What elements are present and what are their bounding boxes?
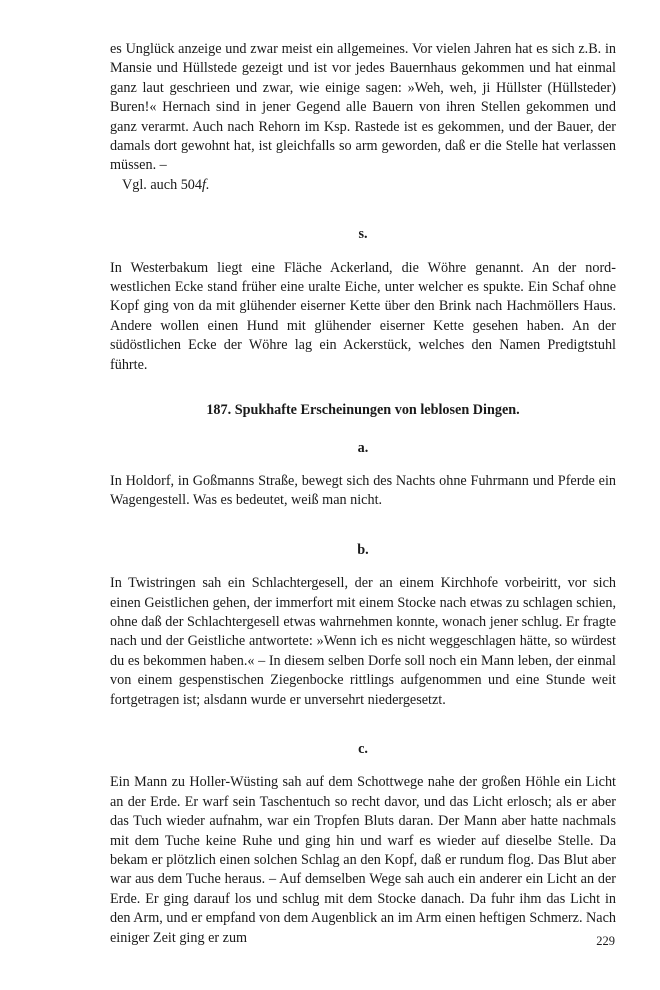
intro-reference-suffix: f. — [202, 176, 210, 193]
section-a-label: a. — [357, 439, 369, 456]
section-b-text: In Twistringen sah ein Schlachtergesell, der an einem Kirchhofe vorbeiritt, vor sich einen Geistlichen gehen, der immerfort mit einem Stocke nach etwas zu schlagen schien, ohne daß der Schlachtergesell etwas wahrnehmen konnte, wonach jener schlug. Er fragte nach und der Geistliche antwortete: »Wenn ich es nicht weggeschlagen hätte, so würdest du es bekommen haben.« – In diesem selben Dorfe soll noch ein Mann leben, der einmal von einem gespenstischen Ziegenbocke rittlings aufgenommen und eine Stunde weit fortgetragen ist; alsdann wurde er unversehrt niedergesetzt. — [110, 575, 616, 708]
section-b-label: b. — [357, 541, 369, 558]
page-body — [110, 40, 616, 948]
intro-reference — [110, 176, 616, 195]
intro-paragraph: es Unglück anzeige und zwar meist ein allgemeines. Vor vielen Jahren hat es sich z.B. in Mansie und Hüllstede gezeigt und ist vor jedes Bauernhaus gekommen und hat einmal ganz laut geschrieen und zwar, wie einige sagen: »Weh, weh, ji Hüllster (Hüllsteder) Buren!« Hernach sind in jener Gegend alle Bauern von ihren Stellen gekommen und ganz verarmt. Auch nach Rehorn im Ksp. Rastede ist es gekommen, und der Bauer, der damals dort gewohnt hat, ist gleichfalls so arm geworden, daß er die Stelle hat verlassen müssen. – — [110, 41, 616, 174]
section-s-text: In Westerbakum liegt eine Fläche Ackerland, die Wöhre genannt. An der nord-westlichen Ecke stand früher eine uralte Eiche, unter welcher es spukte. Ein Schaf ohne Kopf ging von da mit glühender eiserner Kette über den Brink nach Hachmöllers Haus. Andere wollen einen Hund mit glühender eiserner Kette gesehen haben. An der südöstlichen Ecke der Wöhre lag ein Ackerstück, welches den Namen Predigtstuhl führte. — [110, 259, 616, 373]
chapter-title: 187. Spukhafte Erscheinungen von leblosen Dingen. — [206, 402, 520, 419]
page-number: 229 — [596, 934, 615, 948]
section-c-label: c. — [358, 740, 368, 757]
section-a-text: In Holdorf, in Goßmanns Straße, bewegt sich des Nachts ohne Fuhrmann und Pferde ein Wagengestell. Was es bedeutet, weiß man nicht. — [110, 472, 616, 509]
section-c-text: Ein Mann zu Holler-Wüsting sah auf dem Schottwege nahe der großen Höhle ein Licht an der Erde. Er warf sein Taschentuch so recht davor, und das Licht erlosch; als er aber das Tuch wieder aufnahm, war ein Tropfen Bluts daran. Der Mann aber hatte nachmals mit dem Tuche keine Ruhe und ging hin und warf es wieder auf dieselbe Stelle. Da bekam er plötzlich einen solchen Schlag an den Kopf, daß er rundum flog. Das Blut aber war aus dem Tuche heraus. – Auf demselben Wege sah auch ein anderer ein Licht an der Erde. Er ging darauf los und schlug mit dem Stocke danach. Da fuhr ihm das Licht in den Arm, und er empfand von dem Augenblick an im Arm einen heftigen Schmerz. Nach einiger Zeit ging er zum — [110, 774, 616, 946]
section-s-label: s. — [358, 226, 368, 243]
intro-reference-prefix: Vgl. auch 504 — [122, 176, 202, 193]
